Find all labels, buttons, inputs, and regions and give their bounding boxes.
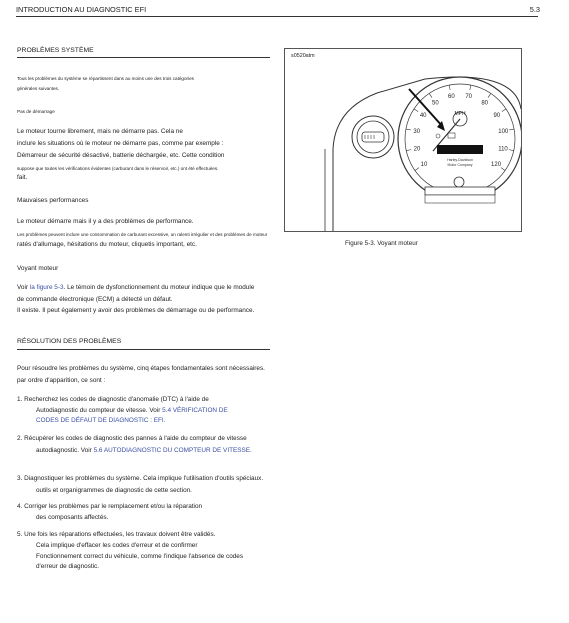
poor-perf-small: Les problèmes peuvent inclure une consommation de carburant excessive, un ralenti irrégulier et des problèmes de moteur	[17, 232, 268, 237]
step-2-line-2	[36, 447, 252, 455]
warning-line-1-post: . Le témoin de dysfonctionnement du moteur indique que le module	[63, 284, 255, 291]
no-start-tail: fait.	[17, 174, 28, 181]
brand-bottom: Motor Company	[447, 163, 473, 167]
subheading-no-start: Pas de démarrage	[17, 109, 55, 114]
section-title-problems: PROBLÈMES SYSTÈME	[17, 47, 94, 54]
dial-number: 120	[491, 162, 502, 169]
dial-number: 70	[465, 93, 473, 100]
section-rule-2	[17, 349, 270, 350]
brand-top: Harley-Davidson	[447, 158, 473, 162]
step-4-line-1: 4. Corriger les problèmes par le remplacement et/ou la réparation	[17, 503, 203, 510]
step-1-line-1: 1. Recherchez les codes de diagnostic d'anomalie (DTC) à l'aide de	[17, 396, 209, 403]
dial-number: 30	[413, 129, 421, 136]
dial-number: 110	[498, 146, 508, 153]
link-5-4-cont[interactable]: CODES DE DÉFAUT DE DIAGNOSTIC : EFI.	[36, 417, 166, 424]
warning-line-1-pre: Voir	[17, 284, 30, 291]
step-5-line-4: d'erreur de diagnostic.	[36, 563, 100, 570]
step-5-line-3: Fonctionnement correct du véhicule, comme l'indique l'absence de codes	[36, 553, 244, 560]
header-title: INTRODUCTION AU DIAGNOSTIC EFI	[16, 5, 147, 14]
step-5-line-1: 5. Une fois les réparations effectuées, les travaux doivent être validés.	[17, 531, 216, 538]
step-2-line-2-pre: autodiagnostic. Voir	[36, 447, 94, 454]
no-start-small: suppose que toutes les vérifications évidentes (carburant dans le réservoir, etc.) ont été effectuées.	[17, 166, 219, 171]
dial-number: 60	[447, 93, 455, 100]
dial-number: 80	[481, 100, 489, 107]
unit-label: MPH	[454, 111, 466, 117]
dial-number: 40	[419, 112, 427, 119]
step-1-line-2-pre: Autodiagnostic du compteur de vitesse. Voir	[36, 407, 163, 414]
header-rule	[16, 16, 538, 17]
figure-speedometer	[284, 48, 522, 232]
dial-number: 20	[413, 146, 421, 153]
step-1-line-2	[36, 407, 228, 415]
step-3-line-1: 3. Diagnostiquer les problèmes du système. Cela implique l'utilisation d'outils spéciaux.	[17, 475, 264, 482]
figure-5-3-link[interactable]: la figure 5-3	[29, 284, 64, 291]
link-5-6[interactable]: 5.6 AUTODIAGNOSTIC DU COMPTEUR DE VITESSE.	[93, 447, 252, 454]
dial-number: 10	[420, 162, 428, 169]
warning-line-3: Il existe. Il peut également y avoir des problèmes de démarrage ou de performance.	[17, 307, 255, 314]
dial-number: 100	[498, 129, 509, 136]
link-5-4[interactable]: 5.4 VÉRIFICATION DE	[162, 407, 228, 414]
step-3-line-2: outils et organigrammes de diagnostic de cette section.	[36, 487, 192, 494]
step-4-line-2: des composants affectés.	[36, 514, 109, 521]
figure-caption: Figure 5-3. Voyant moteur	[345, 240, 418, 247]
figure-id: s0520atm	[291, 53, 315, 59]
section2-intro-2: par ordre d'apparition, ce sont :	[17, 377, 106, 384]
warning-line-1	[17, 284, 254, 292]
subheading-poor-performance: Mauvaises performances	[17, 197, 89, 204]
step-5-line-2: Cela implique d'effacer les codes d'erreur et de confirmer	[36, 542, 198, 549]
poor-perf-line-1: Le moteur démarre mais il y a des problèmes de performance.	[17, 218, 194, 225]
speedometer-illustration	[285, 49, 521, 231]
warning-line-2: de commande électronique (ECM) a détecté un défaut.	[17, 296, 173, 303]
section-title-troubleshooting: RÉSOLUTION DES PROBLÈMES	[17, 338, 122, 345]
dial-number: 50	[431, 100, 439, 107]
section1-intro-1: Tous les problèmes du système se répartissent dans au moins une des trois catégories	[17, 76, 194, 81]
dial-number: 90	[493, 112, 501, 119]
no-start-line-1: Le moteur tourne librement, mais ne démarre pas. Cela ne	[17, 128, 183, 135]
step-2-line-1: 2. Récupérer les codes de diagnostic des pannes à l'aide du compteur de vitesse	[17, 435, 247, 442]
section2-intro-1: Pour résoudre les problèmes du système, cinq étapes fondamentales sont nécessaires.	[17, 365, 265, 372]
section1-intro-2: générales suivantes.	[17, 86, 60, 91]
page-number: 5.3	[529, 5, 540, 14]
no-start-line-3: Démarreur de sécurité désactivé, batterie déchargée, etc. Cette condition	[17, 152, 225, 159]
section-rule	[17, 57, 270, 58]
poor-perf-line-3: ratés d'allumage, hésitations du moteur, cliquetis important, etc.	[17, 241, 197, 248]
no-start-line-2: inclure les situations où le moteur ne démarre pas, comme par exemple :	[17, 140, 224, 147]
subheading-warning-light: Voyant moteur	[17, 265, 59, 272]
